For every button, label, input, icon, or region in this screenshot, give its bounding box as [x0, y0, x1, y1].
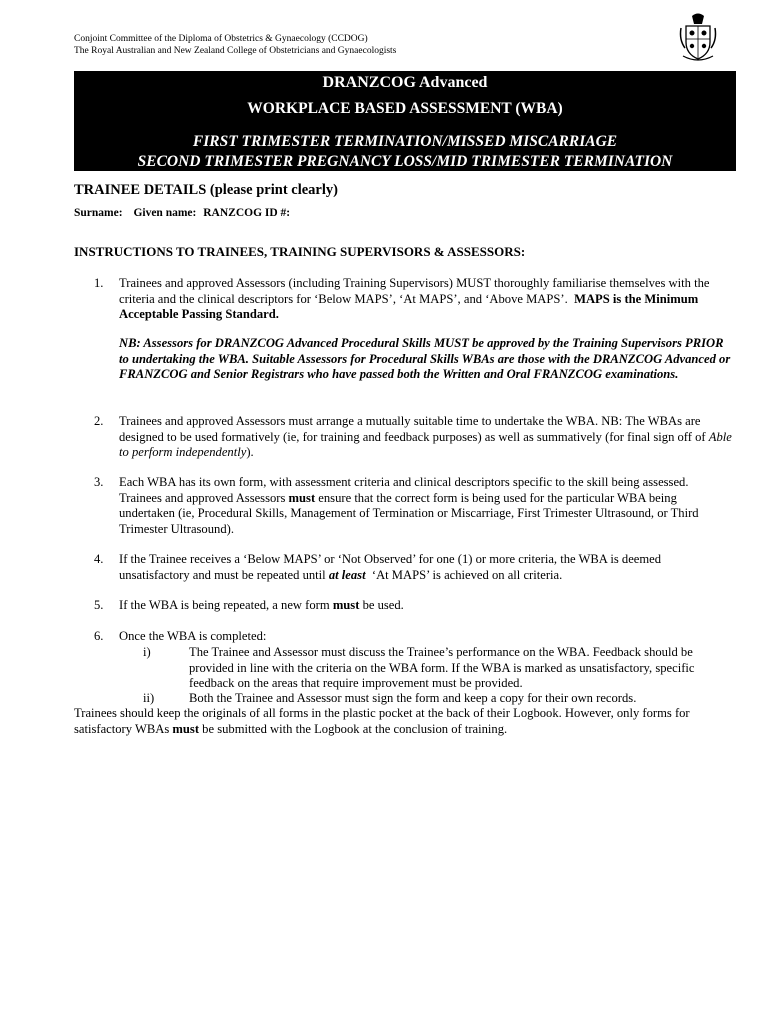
given-name-label: Given name: [133, 207, 197, 219]
item-6-sub-ii-text: Both the Trainee and Assessor must sign the form and keep a copy for their own records. [189, 691, 637, 705]
item-6-text: Once the WBA is completed: [119, 629, 267, 643]
item-1-number: 1. [94, 276, 104, 290]
item-5-text: If the WBA is being repeated, a new form must be used. [119, 598, 404, 612]
item-6-sub-i-number: i) [143, 645, 151, 659]
trainee-details-heading: TRAINEE DETAILS (please print clearly) [74, 182, 338, 198]
ranzcog-id-label: RANZCOG ID #: [203, 207, 291, 219]
item-4-number: 4. [94, 552, 104, 566]
item-6-sub-ii-number: ii) [143, 691, 155, 705]
item-3-number: 3. [94, 475, 104, 489]
title-banner [74, 71, 736, 171]
item-6-sub-i-text: The Trainee and Assessor must discuss the Trainee’s performance on the WBA. Feedback should be provided in line with the criteria on the WBA form. If the WBA is marked as unsatisfactory, specific feedback on the areas that require improvement must be provided. [189, 645, 695, 690]
maps-definition: MAPS is the Minimum Acceptable Passing Standard. [119, 291, 699, 321]
org-name-ranzcog: The Royal Australian and New Zealand College of Obstetricians and Gynaecologists [74, 46, 397, 56]
item-2-number: 2. [94, 414, 104, 428]
closing-paragraph: Trainees should keep the originals of all forms in the plastic pocket at the back of their Logbook. However, only forms for satisfactory WBAs must be submitted with the Logbook at the conclusion of training. [74, 706, 690, 736]
college-crest-icon [678, 12, 718, 62]
item-4-text: If the Trainee receives a ‘Below MAPS’ or ‘Not Observed’ for one (1) or more criteria, the WBA is deemed unsatisfactory and must be repeated until at least ‘At MAPS’ is achieved on all criteria. [119, 552, 662, 582]
banner-subtitle: WORKPLACE BASED ASSESSMENT (WBA) [247, 100, 563, 117]
item-2-text: Trainees and approved Assessors must arrange a mutually suitable time to undertake the WBA. NB: The WBAs are designed to be used formatively (ie, for training and feedback purposes) as well as summatively (for final sign off of Able to perform independently). [119, 414, 732, 459]
org-name-ccdog: Conjoint Committee of the Diploma of Obstetrics & Gynaecology (CCDOG) [74, 34, 368, 44]
trainee-fields-row [74, 207, 296, 219]
surname-label: Surname: [74, 207, 123, 219]
item-1-nb: NB: Assessors for DRANZCOG Advanced Procedural Skills MUST be approved by the Training Supervisors PRIOR to undertaking the WBA. Suitable Assessors for Procedural Skills WBAs are those with the DRANZCOG Advanced or FRANZCOG and Senior Registrars who have passed both the Written and Oral FRANZCOG examinations. [119, 336, 731, 381]
banner-procedure-1: FIRST TRIMESTER TERMINATION/MISSED MISCARRIAGE [192, 133, 618, 150]
instructions-heading: INSTRUCTIONS TO TRAINEES, TRAINING SUPERVISORS & ASSESSORS: [74, 244, 526, 259]
item-3-text: Each WBA has its own form, with assessment criteria and clinical descriptors specific to the skill being assessed. Trainees and approved Assessors must ensure that the correct form is being used for the particular WBA being undertaken (ie, Procedural Skills, Management of Termination or Miscarriage, First Trimester Ultrasound, or Third Trimester Ultrasound). [119, 475, 699, 536]
item-5-number: 5. [94, 598, 104, 612]
banner-procedure-2: SECOND TRIMESTER PREGNANCY LOSS/MID TRIMESTER TERMINATION [137, 153, 673, 170]
banner-title: DRANZCOG Advanced [322, 74, 488, 91]
item-6-number: 6. [94, 629, 104, 643]
item-1-text: Trainees and approved Assessors (including Training Supervisors) MUST thoroughly familiarise themselves with the criteria and the clinical descriptors for ‘Below MAPS’, ‘At MAPS’, and ‘Above MAPS’. MAPS is the Minimum Acceptable Passing Standard. [119, 276, 710, 321]
